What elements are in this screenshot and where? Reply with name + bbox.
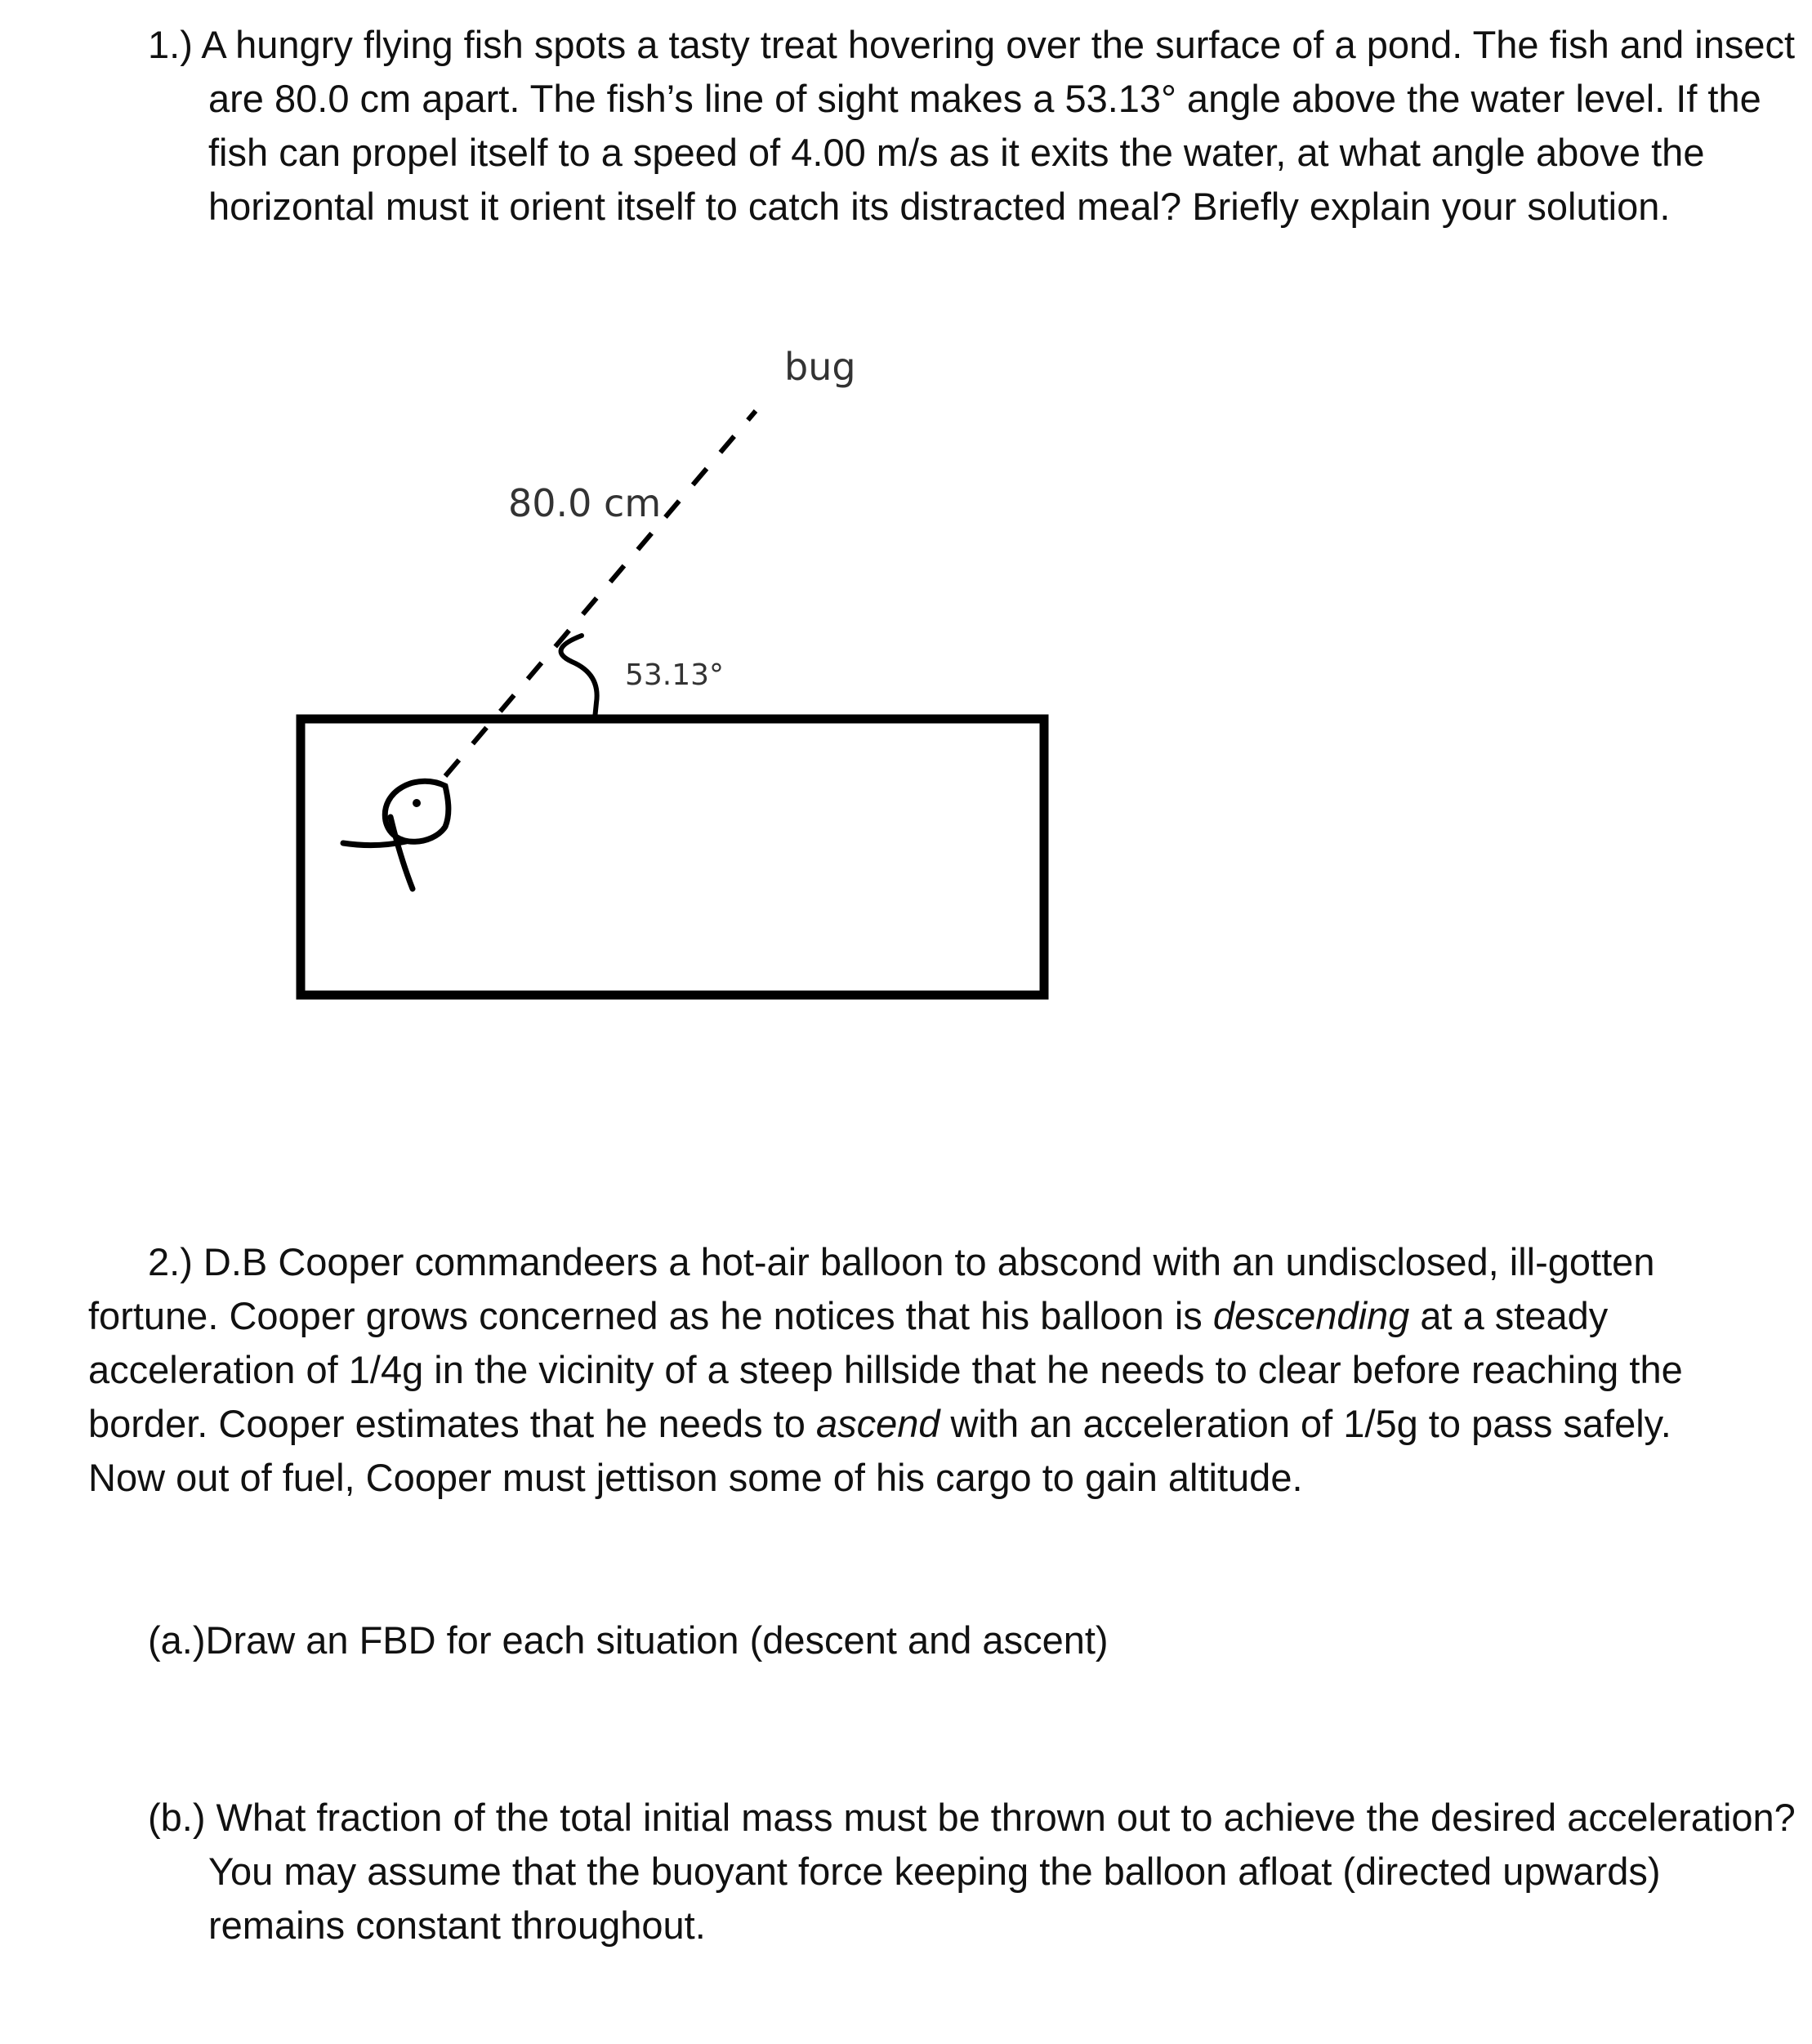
q2-part-3: with an acceleration of 1/5g to pass safely. Now out of fuel, Cooper must jettison some of his cargo to gain altitude. xyxy=(88,1402,1671,1499)
angle-label: 53.13° xyxy=(625,658,725,692)
distance-label: 80.0 cm xyxy=(508,481,662,525)
question-2a-text: (a.)Draw an FBD for each situation (descent and ascent) xyxy=(148,1618,1109,1662)
q2-part-2: at a steady acceleration of 1/4g in the vicinity of a steep hillside that he needs to clear before reaching the border. Cooper estimates that he needs to xyxy=(88,1294,1683,1445)
question-1-text: 1.) A hungry flying fish spots a tasty treat hovering over the surface of a pond. The fish and insect are 80.0 cm apart. The fish’s line of sight makes a 53.13° angle above the water level. If the fish can propel itself to a speed of 4.00 m/s as it exits the water, at what angle above the horizontal must it orient itself to catch its distracted meal? Briefly explain your solution. xyxy=(148,23,1796,228)
question-2-text xyxy=(88,1235,1722,1505)
q2-emphasis-ascend: ascend xyxy=(815,1402,940,1445)
pond-rectangle xyxy=(301,719,1044,995)
angle-arc xyxy=(561,636,597,719)
q2-part-1: 2.) D.B Cooper commandeers a hot-air balloon to abscond with an undisclosed, ill-gotten fortune. Cooper grows concerned as he notices that his balloon is xyxy=(88,1240,1655,1337)
fish-icon xyxy=(343,781,449,889)
bug-label: bug xyxy=(784,345,856,389)
q2-emphasis-descending: descending xyxy=(1212,1294,1410,1337)
question-2b-text: (b.) What fraction of the total initial mass must be thrown out to achieve the desired acceleration? You may assume that the buoyant force keeping the balloon afloat (directed upwards) remains constant throughout. xyxy=(148,1796,1796,1947)
